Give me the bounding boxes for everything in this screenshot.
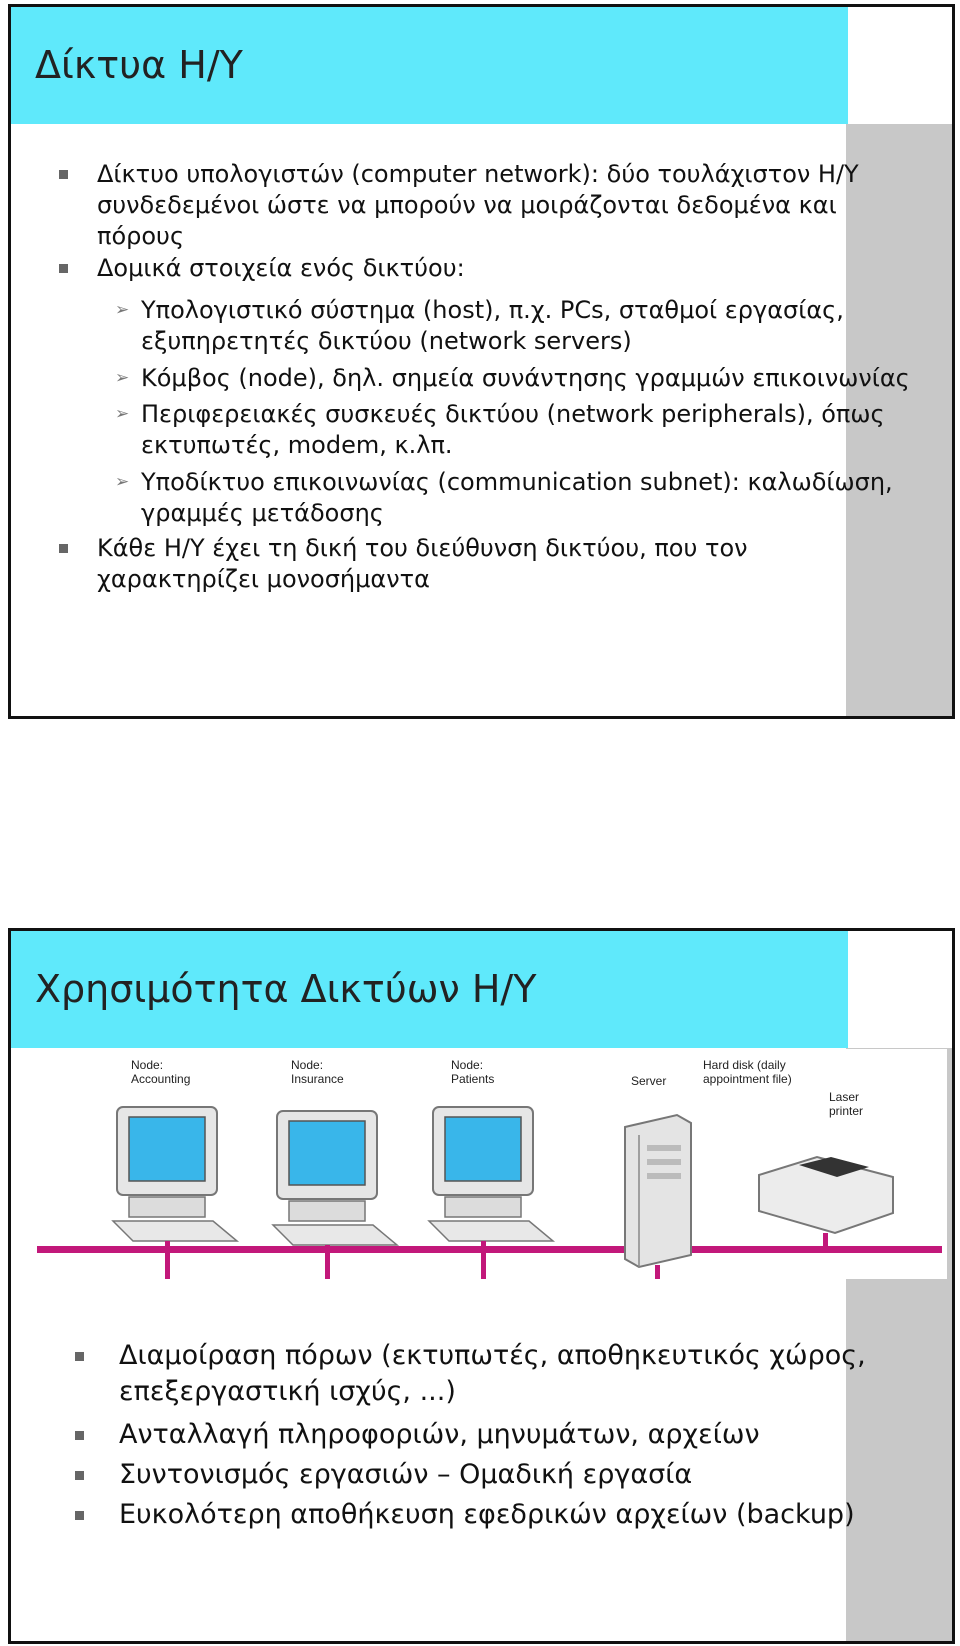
lan-cable-bus <box>37 1246 942 1253</box>
square-bullet-icon <box>75 1352 84 1361</box>
label-laser-printer-1: Laser <box>829 1090 860 1104</box>
square-bullet-icon <box>59 544 68 553</box>
label-server: Server <box>631 1074 667 1088</box>
square-bullet-icon <box>75 1471 84 1480</box>
arrow-bullet-icon: ➢ <box>115 368 130 388</box>
square-bullet-icon <box>59 170 68 179</box>
square-bullet-icon <box>75 1431 84 1440</box>
slide-network-definition <box>8 4 955 719</box>
square-bullet-icon <box>75 1511 84 1520</box>
label-node-insurance-1: Node: <box>291 1058 324 1072</box>
server-tower-icon <box>625 1115 691 1279</box>
sub-bullet-item: ➢ Κόμβος (node), δηλ. σημεία συνάντησης γραμμών επικοινωνίας <box>115 364 910 392</box>
bullet-item: Ανταλλαγή πληροφοριών, μηνυμάτων, αρχείων <box>75 1417 875 1453</box>
arrow-bullet-icon: ➢ <box>115 472 130 492</box>
arrow-bullet-icon: ➢ <box>115 404 130 424</box>
label-node-accounting-1: Node: <box>131 1058 164 1072</box>
label-laser-printer-2: printer <box>829 1104 864 1118</box>
label-node-insurance-2: Insurance <box>291 1072 344 1086</box>
bullet-item: Ευκολότερη αποθήκευση εφεδρικών αρχείων (backup) <box>75 1497 875 1533</box>
slide-content <box>11 7 952 716</box>
slide-title: Χρησιμότητα Δικτύων Η/Υ <box>35 967 537 1011</box>
sub-bullet-item: ➢ Περιφερειακές συσκευές δικτύου (network peripherals), όπως εκτυπωτές, modem, κ.λπ. <box>115 400 885 459</box>
arrow-bullet-icon: ➢ <box>115 300 130 320</box>
label-node-patients-1: Node: <box>451 1058 484 1072</box>
label-node-accounting-2: Accounting <box>131 1072 191 1086</box>
sub-bullet-item: ➢ Υπολογιστικό σύστημα (host), π.χ. PCs, σταθμοί εργασίας, εξυπηρετητές δικτύου (network servers) <box>115 296 844 355</box>
slide-network-usefulness <box>8 928 955 1644</box>
sub-bullet-item: ➢ Υποδίκτυο επικοινωνίας (communication subnet): καλωδίωση, γραμμές μετάδοσης <box>115 468 893 527</box>
slide-title: Δίκτυα Η/Υ <box>35 43 243 87</box>
lan-diagram <box>37 1049 947 1279</box>
square-bullet-icon <box>59 264 68 273</box>
bullet-item: Δομικά στοιχεία ενός δικτύου: <box>59 253 909 284</box>
bullet-item: Κάθε Η/Υ έχει τη δική του διεύθυνση δικτύου, που τον χαρακτηρίζει μονοσήμαντα <box>59 533 909 595</box>
label-hard-disk-1: Hard disk (daily <box>703 1058 786 1072</box>
label-node-patients-2: Patients <box>451 1072 495 1086</box>
bullet-item: Δίκτυο υπολογιστών (computer network): δύο τουλάχιστον Η/Υ συνδεδεμένοι ώστε να μπορούν να μοιράζονται δεδομένα και πόρους <box>59 159 909 252</box>
label-hard-disk-2: appointment file) <box>703 1072 792 1086</box>
bullet-item: Διαμοίραση πόρων (εκτυπωτές, αποθηκευτικός χώρος, επεξεργαστική ισχύς, ...) <box>75 1338 875 1410</box>
bullet-item: Συντονισμός εργασιών – Ομαδική εργασία <box>75 1457 875 1493</box>
